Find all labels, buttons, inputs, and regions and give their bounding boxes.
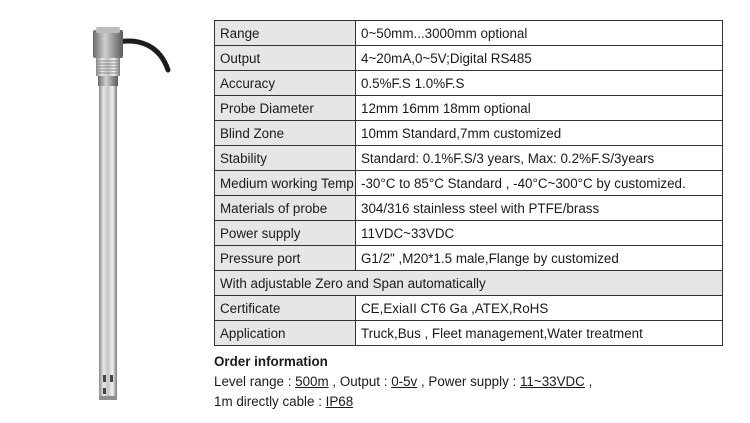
spec-value: 11VDC~33VDC [356, 221, 723, 246]
spec-row-probe-diameter [215, 96, 723, 121]
power-label: , Power supply : [417, 374, 520, 389]
spec-value: G1/2" ,M20*1.5 male,Flange by customized [356, 246, 723, 271]
spec-label: Stability [215, 146, 356, 171]
spec-row-accuracy [215, 71, 723, 96]
spec-row-certificate [215, 296, 723, 321]
spec-row-materials [215, 196, 723, 221]
spec-row-note [215, 271, 723, 296]
spec-value: 12mm 16mm 18mm optional [356, 96, 723, 121]
spec-row-stability [215, 146, 723, 171]
spec-value: Standard: 0.1%F.S/3 years, Max: 0.2%F.S/3years [356, 146, 723, 171]
spec-label: Materials of probe [215, 196, 356, 221]
spec-value: CE,ExiaII CT6 Ga ,ATEX,RoHS [356, 296, 723, 321]
spec-label: Medium working Temp [215, 171, 356, 196]
order-information [214, 352, 592, 412]
spec-label: Range [215, 21, 356, 46]
output-value: 0-5v [391, 374, 418, 389]
spec-label: Probe Diameter [215, 96, 356, 121]
spec-value: -30°C to 85°C Standard , -40°C~300°C by customized. [356, 171, 723, 196]
spec-row-power-supply [215, 221, 723, 246]
product-image [0, 0, 210, 418]
order-line-1 [214, 372, 592, 392]
spec-row-output [215, 46, 723, 71]
spec-label: Pressure port [215, 246, 356, 271]
specifications-table [214, 20, 723, 346]
spec-value: 10mm Standard,7mm customized [356, 121, 723, 146]
adjustable-note: With adjustable Zero and Span automatically [215, 271, 723, 296]
spec-row-range [215, 21, 723, 46]
spec-value: 304/316 stainless steel with PTFE/brass [356, 196, 723, 221]
spec-label: Output [215, 46, 356, 71]
spec-value: 0~50mm...3000mm optional [356, 21, 723, 46]
spec-row-blind-zone [215, 121, 723, 146]
spec-label: Certificate [215, 296, 356, 321]
spec-value: 4~20mA,0~5V;Digital RS485 [356, 46, 723, 71]
spec-value: Truck,Bus , Fleet management,Water treatment [356, 321, 723, 346]
spec-value: 0.5%F.S 1.0%F.S [356, 71, 723, 96]
power-value: 11~33VDC [519, 374, 585, 389]
cable-label: 1m directly cable : [214, 394, 326, 409]
spec-label: Accuracy [215, 71, 356, 96]
cable-value: IP68 [325, 394, 354, 409]
order-title: Order information [214, 354, 328, 369]
spec-label: Application [215, 321, 356, 346]
spec-row-pressure-port [215, 246, 723, 271]
spec-row-medium-temp [215, 171, 723, 196]
level-sensor-probe-image [0, 0, 210, 418]
line-trail: , [584, 374, 593, 389]
level-value: 500m [295, 374, 329, 389]
spec-row-application [215, 321, 723, 346]
order-line-2 [214, 392, 592, 412]
spec-label: Blind Zone [215, 121, 356, 146]
output-label: , Output : [328, 374, 392, 389]
level-label: Level range : [214, 374, 296, 389]
spec-label: Power supply [215, 221, 356, 246]
